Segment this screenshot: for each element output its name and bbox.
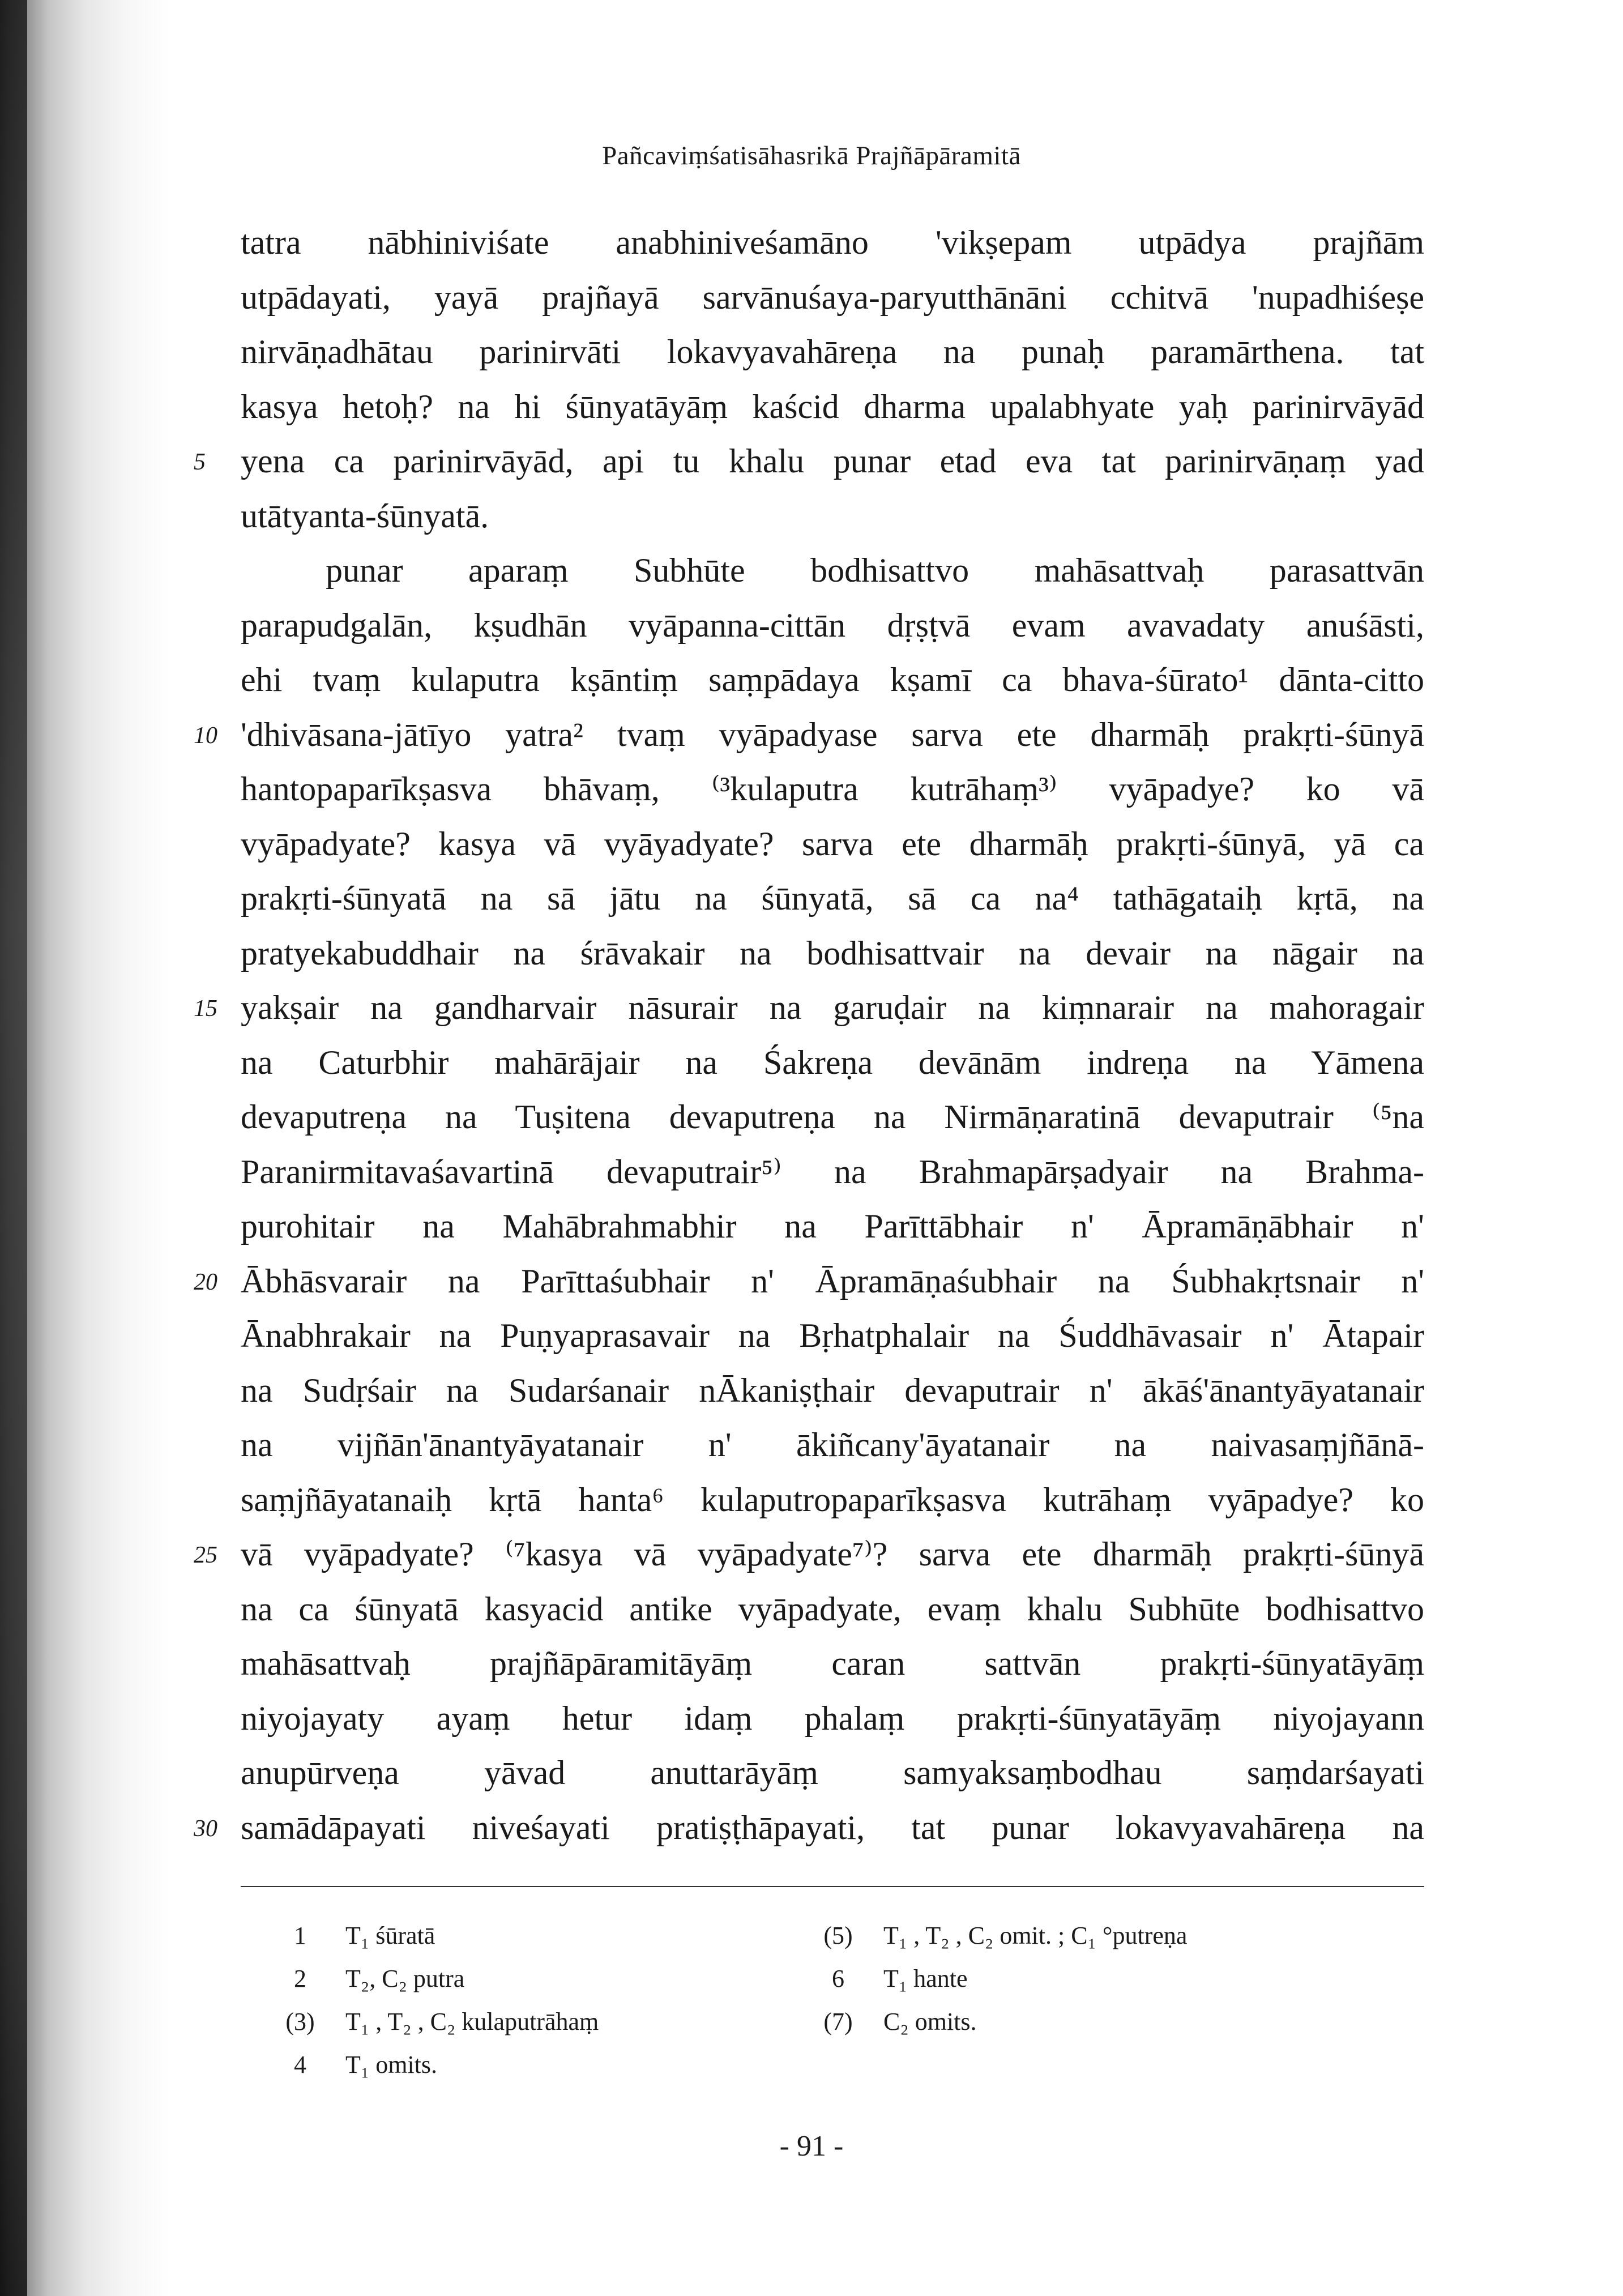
footnote-number: 6: [832, 1965, 844, 1992]
line-text: kasya hetoḥ? na hi śūnyatāyāṃ kaścid dharma upalabhyate yaḥ parinirvāyād: [241, 387, 1424, 425]
text-line: [241, 543, 1424, 598]
line-text: prakṛti-śūnyatā na sā jātu na śūnyatā, sā ca na⁴ tathāgataiḥ kṛtā, na: [241, 880, 1424, 917]
line-text: Paranirmitavaśavartinā devaputrair⁵⁾ na Brahmapārṣadyair na Brahma-: [241, 1153, 1424, 1190]
line-text: utpādayati, yayā prajñayā sarvānuśaya-paryutthānāni cchitvā 'nupadhiśeṣe: [241, 278, 1424, 316]
line-text: mahāsattvaḥ prajñāpāramitāyāṃ caran sattvān prakṛti-śūnyatāyāṃ: [241, 1645, 1424, 1682]
page-number: - 91 -: [779, 2130, 844, 2162]
line-text: utātyanta-śūnyatā.: [241, 497, 489, 535]
line-number: 20: [194, 1269, 217, 1295]
footnote-text: T₁ , T₂ , C₂ omit. ; C₁ °putreṇa: [883, 1922, 1188, 1949]
footnote-6: [815, 1957, 968, 2000]
scan-binding-edge: [0, 0, 27, 2296]
line-text: saṃjñāyatanaiḥ kṛtā hanta⁶ kulaputropaparīkṣasva kutrāhaṃ vyāpadye? ko: [241, 1480, 1424, 1518]
text-line: [241, 1636, 1424, 1691]
text-line: [241, 1363, 1424, 1418]
text-line: [241, 652, 1424, 707]
line-number: 10: [194, 722, 217, 749]
text-line: [241, 270, 1424, 325]
footnote-3: [277, 2000, 599, 2043]
text-line: [241, 1199, 1424, 1254]
text-line: [241, 1418, 1424, 1473]
text-line: [194, 1800, 1424, 1855]
text-line: [241, 215, 1424, 270]
text-line: [194, 1527, 1424, 1582]
text-line: [241, 817, 1424, 872]
line-text: nirvāṇadhātau parinirvāti lokavyavahāreṇa na punaḥ paramārthena. tat: [241, 333, 1424, 370]
main-text: [194, 215, 1424, 1855]
text-line: [241, 871, 1424, 926]
footnote-2: [277, 1957, 464, 2000]
text-line: [241, 1090, 1424, 1145]
footnote-text: C₂ omits.: [883, 2008, 977, 2035]
line-text: yena ca parinirvāyād, api tu khalu punar etad eva tat parinirvāṇaṃ yad: [241, 442, 1424, 480]
footnote-number: (5): [823, 1922, 853, 1949]
text-line: [194, 707, 1424, 762]
line-text: niyojayaty ayaṃ hetur idaṃ phalaṃ prakṛti-śūnyatāyāṃ niyojayann: [241, 1699, 1424, 1737]
line-text: na Caturbhir mahārājair na Śakreṇa devānām indreṇa na Yāmena: [241, 1043, 1424, 1081]
text-line: [194, 980, 1424, 1035]
line-text: hantopaparīkṣasva bhāvaṃ, ⁽³kulaputra kutrāhaṃ³⁾ vyāpadye? ko vā: [241, 770, 1424, 808]
text-line: [241, 1035, 1424, 1090]
line-text: samādāpayati niveśayati pratiṣṭhāpayati, tat punar lokavyavahāreṇa na: [241, 1808, 1424, 1846]
footnote-7: [815, 2000, 976, 2043]
text-line: [241, 926, 1424, 981]
line-text: parapudgalān, kṣudhān vyāpanna-cittān dṛṣṭvā evam avavadaty anuśāsti,: [241, 606, 1424, 644]
text-line: [241, 1145, 1424, 1200]
footnote-1: [277, 1914, 435, 1957]
text-line: [241, 1308, 1424, 1363]
text-line: [241, 1691, 1424, 1746]
line-text: punar aparaṃ Subhūte bodhisattvo mahāsattvaḥ parasattvān: [326, 552, 1424, 589]
footnote-number: (7): [823, 2008, 853, 2035]
footnote-text: T₁ hante: [883, 1965, 968, 1992]
footnote-number: 1: [294, 1922, 306, 1949]
text-line: [241, 489, 1424, 544]
text-line: [241, 379, 1424, 434]
line-text: na vijñān'ānantyāyatanair n' ākiñcany'āyatanair na naivasaṃjñānā-: [241, 1426, 1424, 1463]
line-text: 'dhivāsana-jātīyo yatra² tvaṃ vyāpadyase sarva ete dharmāḥ prakṛti-śūnyā: [241, 715, 1424, 753]
footnote-number: 4: [294, 2051, 306, 2079]
line-text: vyāpadyate? kasya vā vyāyadyate? sarva ete dharmāḥ prakṛti-śūnyā, yā ca: [241, 825, 1424, 863]
footnote-rule: [241, 1886, 1424, 1887]
line-text: pratyekabuddhair na śrāvakair na bodhisattvair na devair na nāgair na: [241, 934, 1424, 972]
running-head: Pañcaviṃśatisāhasrikā Prajñāpāramitā: [602, 141, 1021, 170]
line-text: ehi tvaṃ kulaputra kṣāntiṃ saṃpādaya kṣamī ca bhava-śūrato¹ dānta-citto: [241, 661, 1424, 698]
line-number: 5: [194, 449, 206, 475]
footnote-number: 2: [294, 1965, 306, 1992]
line-number: 15: [194, 996, 217, 1022]
footnote-5: [815, 1914, 1187, 1957]
text-line: [241, 325, 1424, 379]
text-line: [241, 598, 1424, 653]
footnote-text: T₁ , T₂ , C₂ kulaputrāhaṃ: [345, 2008, 599, 2035]
text-line: [241, 762, 1424, 817]
text-line: [194, 1254, 1424, 1309]
line-text: na Sudṛśair na Sudarśanair nĀkaniṣṭhair devaputrair n' ākāś'ānantyāyatanair: [241, 1371, 1424, 1409]
footnote-text: T₂, C₂ putra: [345, 1965, 465, 1992]
text-line: [194, 434, 1424, 489]
line-text: Ābhāsvarair na Parīttaśubhair n' Āpramāṇaśubhair na Śubhakṛtsnair n': [241, 1262, 1424, 1300]
text-line: [241, 1582, 1424, 1637]
text-line: [241, 1473, 1424, 1527]
line-text: yakṣair na gandharvair nāsurair na garuḍair na kiṃnarair na mahoragair: [241, 989, 1424, 1026]
line-text: devaputreṇa na Tuṣitena devaputreṇa na Nirmāṇaratinā devaputrair ⁽⁵na: [241, 1098, 1424, 1136]
line-text: purohitair na Mahābrahmabhir na Parīttābhair n' Āpramāṇābhair n': [241, 1207, 1424, 1245]
line-number: 25: [194, 1542, 217, 1568]
line-text: Ānabhrakair na Puṇyaprasavair na Bṛhatphalair na Śuddhāvasair n' Ātapair: [241, 1317, 1424, 1354]
line-text: vā vyāpadyate? ⁽⁷kasya vā vyāpadyate⁷⁾? sarva ete dharmāḥ prakṛti-śūnyā: [241, 1535, 1424, 1573]
line-text: anupūrveṇa yāvad anuttarāyāṃ samyaksaṃbodhau saṃdarśayati: [241, 1754, 1424, 1791]
footnote-4: [277, 2043, 437, 2086]
footnote-text: T₁ omits.: [345, 2051, 438, 2079]
text-line: [241, 1746, 1424, 1800]
line-text: tatra nābhiniviśate anabhiniveśamāno 'vikṣepam utpādya prajñām: [241, 224, 1424, 261]
footnote-number: (3): [285, 2008, 315, 2035]
line-number: 30: [194, 1815, 217, 1842]
footnote-text: T₁ śūratā: [345, 1922, 435, 1949]
line-text: na ca śūnyatā kasyacid antike vyāpadyate, evaṃ khalu Subhūte bodhisattvo: [241, 1590, 1424, 1628]
